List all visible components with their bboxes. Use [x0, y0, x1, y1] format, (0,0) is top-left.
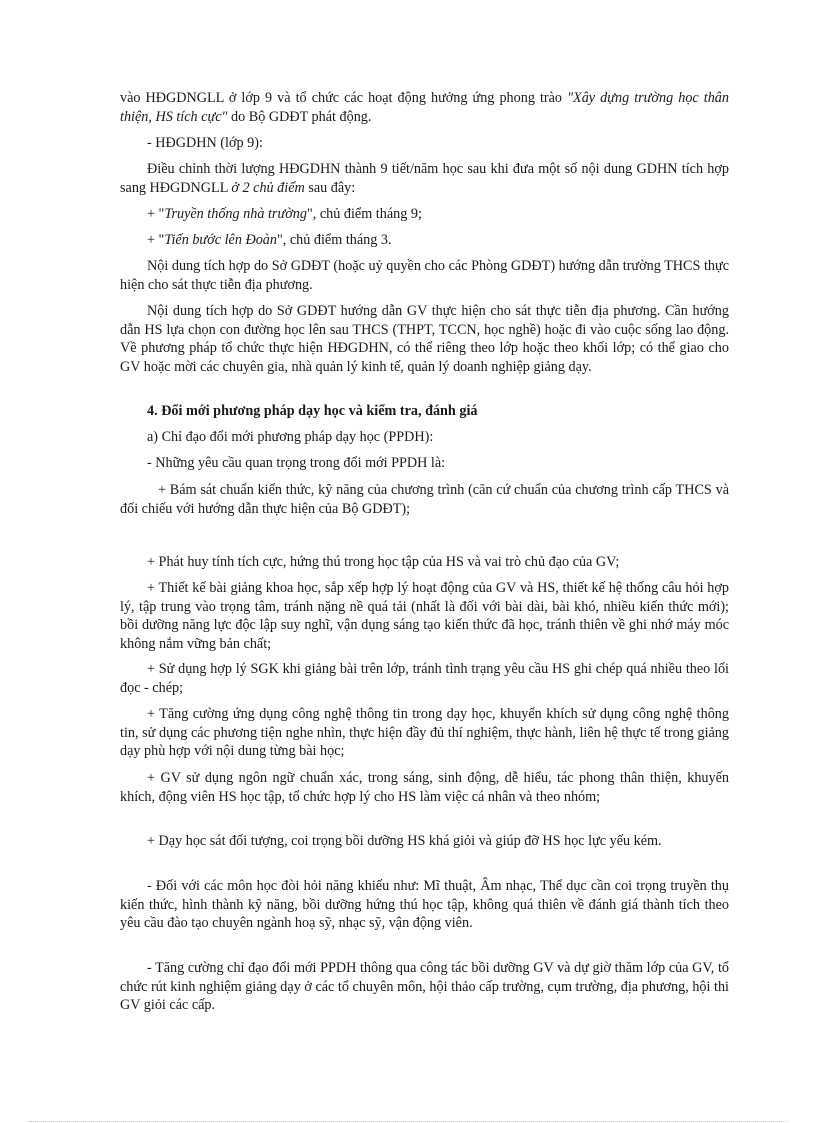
page-bottom-divider — [28, 1121, 788, 1122]
list-item-requirement: + Phát huy tính tích cực, hứng thú trong học tập của HS và vai trò chủ đạo của GV; — [147, 554, 620, 570]
topic-name: Truyền thống nhà trường — [164, 206, 307, 222]
text-run: ", chủ điểm tháng 9; — [306, 206, 422, 222]
paragraph-teacher-training: - Tăng cường chỉ đạo đổi mới PPDH thông qua công tác bồi dưỡng GV và dự giờ thăm lớp của GV, tổ chức rút kinh nghiệm giảng dạy ở các tổ chuyên môn, hội thảo cấp trường, cụm trường, địa phương, hội thi GV giỏi các cấp. — [120, 960, 729, 1013]
requirements-intro: - Những yêu cầu quan trọng trong đổi mới PPDH là: — [147, 455, 446, 471]
paragraph-talent-subjects: - Đối với các môn học đòi hỏi năng khiếu như: Mĩ thuật, Âm nhạc, Thể dục cần coi trọng truyền thụ kiến thức, hình thành kỹ năng, bồi dưỡng hứng thú học tập, không quá thiên về đánh giá thành tích theo yêu cầu đào tạo chuyên ngành hoạ sỹ, nhạc sỹ, vận động viên. — [120, 878, 729, 931]
text-run: vào HĐGDNGLL ở lớp 9 và tổ chức các hoạt động hưởng ứng phong trào — [120, 90, 568, 106]
text-run: sau đây: — [304, 179, 356, 196]
paragraph-integration-content: Nội dung tích hợp do Sở GDĐT (hoặc uỷ quyền cho các Phòng GDĐT) hướng dẫn trường THCS thực hiện cho sát thực tiễn địa phương. — [120, 258, 729, 293]
list-item-requirement: + Sử dụng hợp lý SGK khi giảng bài trên lớp, tránh tình trạng yêu cầu HS ghi chép quá nhiều theo lối đọc - chép; — [120, 661, 729, 696]
text-run: + " — [147, 232, 165, 248]
list-item-topic-1 — [120, 205, 729, 224]
heading-hdgdhn: - HĐGDHN (lớp 9): — [147, 135, 263, 151]
list-item-topic-2 — [120, 231, 729, 250]
section-heading-4: 4. Đổi mới phương pháp dạy học và kiểm tra, đánh giá — [147, 403, 478, 419]
subheading-a: a) Chỉ đạo đổi mới phương pháp dạy học (PPDH): — [147, 429, 434, 445]
text-run: + " — [147, 206, 165, 222]
list-item-requirement: + Tăng cường ứng dụng công nghệ thông tin trong dạy học, khuyến khích sử dụng công nghệ thông tin, sử dụng các phương tiện nghe nhìn, thực hiện đầy đủ thí nghiệm, thực hành, liên hệ thực tế trong giảng dạy phù hợp với nội dung từng bài học; — [120, 706, 729, 759]
topic-name: Tiến bước lên Đoàn — [164, 232, 277, 248]
text-run: ", chủ điểm tháng 3. — [276, 232, 392, 248]
list-item-requirement: + Thiết kế bài giảng khoa học, sắp xếp hợp lý hoạt động của GV và HS, thiết kế hệ thống câu hỏi hợp lý, tập trung vào trọng tâm, tránh nặng nề quá tải (nhất là đối với bài dài, bài khó, nhiều kiến thức mới); bồi dưỡng năng lực độc lập suy nghĩ, vận dụng sáng tạo kiến thức đã học, tránh thiên về ghi nhớ máy móc không nắm vững bản chất; — [120, 580, 729, 652]
paragraph-adjust-duration — [120, 160, 729, 197]
list-item-requirement: + Bám sát chuẩn kiến thức, kỹ năng của chương trình (căn cứ chuẩn của chương trình cấp THCS và đối chiếu với hướng dẫn thực hiện của Bộ GDĐT); — [120, 482, 729, 517]
paragraph-integration-guidance: Nội dung tích hợp do Sở GDĐT hướng dẫn GV thực hiện cho sát thực tiễn địa phương. Cần hướng dẫn HS lựa chọn con đường học lên sau THCS (THPT, TCCN, học nghề) hoặc đi vào cuộc sống lao động. Về phương pháp tổ chức thực hiện HĐGDHN, có thể riêng theo lớp hoặc theo khối lớp; có thể giao cho GV hoặc mời các chuyên gia, nhà quản lý kinh tế, quản lý doanh nghiệp giảng dạy. — [120, 303, 729, 375]
list-item-requirement: + GV sử dụng ngôn ngữ chuẩn xác, trong sáng, sinh động, dễ hiểu, tác phong thân thiện, khuyến khích, động viên HS học tập, tổ chức hợp lý cho HS làm việc cá nhân và theo nhóm; — [120, 770, 729, 805]
list-item-requirement: + Dạy học sát đối tượng, coi trọng bồi dưỡng HS khá giỏi và giúp đỡ HS học lực yếu kém. — [147, 833, 662, 849]
text-run: Điều chỉnh thời lượng HĐGDHN thành 9 tiết/năm học sau khi đưa một số nội dung GDHN tích hợp sang HĐGDNGLL — [120, 161, 729, 196]
campaign-name: "Xây dựng trường học thân thiện, HS tích cực" — [120, 90, 729, 125]
emphasis-two-topics: ở 2 chủ điểm — [231, 179, 305, 196]
text-run: do Bộ GDĐT phát động. — [227, 108, 372, 125]
paragraph-intro-continuation — [120, 89, 729, 126]
